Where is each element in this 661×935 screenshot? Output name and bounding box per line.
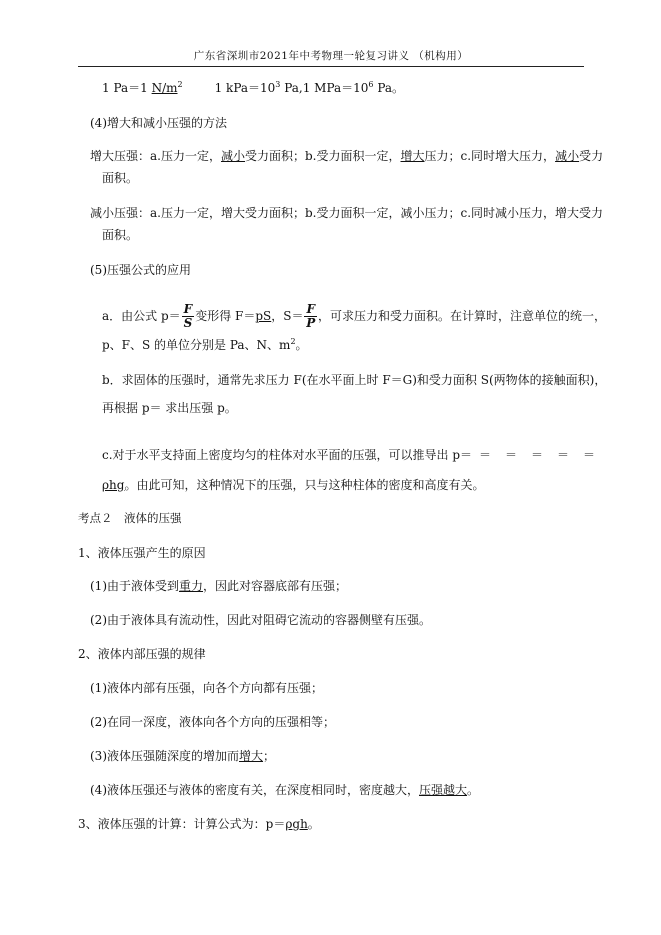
- decrease-pressure-line: 减小压强：a.压力一定，增大受力面积；b.受力面积一定，减小压力；c.同时减小压力，增大受力: [90, 206, 604, 220]
- text: 受力面积；b.受力面积一定，: [245, 149, 401, 163]
- fraction-numerator: F: [306, 302, 316, 316]
- equals-sign: ＝: [479, 448, 492, 462]
- liquid-rules-title: 2、液体内部压强的规律: [78, 647, 206, 661]
- equals-sign: ＝: [505, 448, 518, 462]
- text: 。由此可知，这种情况下的压强，只与这种柱体的密度和高度有关。: [124, 478, 485, 492]
- section-4-title: (4)增大和减小压强的方法: [90, 116, 227, 130]
- formula-b-line2: 再根据 p＝ 求出压强 p。: [102, 401, 237, 415]
- exponent: 2: [177, 80, 183, 89]
- text: ，S＝: [271, 309, 304, 323]
- text: 增大压强：a.压力一定，: [90, 149, 221, 163]
- text: 压力；c.同时增大压力，: [424, 149, 556, 163]
- liquid-rule-4: [90, 782, 479, 798]
- text: ，可求压力和受力面积。在计算时，注意单位的统一，: [318, 309, 607, 323]
- underlined-answer: ρgh: [285, 817, 308, 831]
- liquid-rule-1: (1)液体内部有压强，向各个方向都有压强；: [90, 681, 323, 695]
- underlined-answer: 增大: [239, 749, 264, 763]
- fraction-f-over-s: [182, 303, 195, 330]
- liquid-cause-item-2: (2)由于液体具有流动性，因此对阻碍它流动的容器侧壁有压强。: [90, 613, 432, 627]
- fraction-denominator: P: [306, 316, 316, 330]
- underlined-answer: 压强越大: [419, 783, 468, 797]
- equals-sign: ＝: [583, 448, 596, 462]
- fraction-numerator: F: [183, 302, 193, 316]
- text: p、F、S 的单位分别是 Pa、N、m: [102, 338, 291, 352]
- text: (3)液体压强随深度的增加而: [90, 749, 239, 763]
- liquid-rule-2: (2)在同一深度，液体向各个方向的压强相等；: [90, 715, 335, 729]
- underlined-answer: pS: [255, 309, 272, 323]
- formula-a-line: [102, 303, 606, 330]
- text: 变形得 F＝: [195, 309, 256, 323]
- text: (1)由于液体受到: [90, 579, 179, 593]
- text: 。: [467, 783, 480, 797]
- equals-sign: ＝: [531, 448, 544, 462]
- underlined-answer: 重力: [179, 579, 204, 593]
- formula-a-units: [102, 337, 308, 353]
- section-5-title: (5)压强公式的应用: [90, 263, 191, 277]
- key-point-2-title: 考点２ 液体的压强: [78, 511, 182, 525]
- exponent: 2: [290, 337, 296, 346]
- formula-c-line2: [102, 477, 484, 493]
- increase-pressure-line: [90, 148, 603, 164]
- text: (4)液体压强还与液体的密度有关，在深度相同时，密度越大，: [90, 783, 420, 797]
- units-line: [102, 80, 404, 96]
- text: ，因此对容器底部有压强；: [203, 579, 348, 593]
- formula-b-line1: b．求固体的压强时，通常先求压力 F(在水平面上时 F＝G)和受力面积 S(两物体的接触面积)，: [102, 373, 607, 387]
- text: c.对于水平支持面上密度均匀的柱体对水平面的压强，可以推导出 p＝: [102, 448, 473, 462]
- unit-underlined: N/m: [151, 81, 178, 95]
- page-header: 广东省深圳市2021年中考物理一轮复习讲义 （机构用）: [78, 48, 584, 67]
- unit-text: 1 Pa＝1: [102, 81, 152, 95]
- text: 。: [295, 338, 308, 352]
- exponent: 6: [368, 80, 374, 89]
- underlined-answer: 减小: [555, 149, 580, 163]
- liquid-cause-title: 1、液体压强产生的原因: [78, 546, 206, 560]
- increase-pressure-cont: 面积。: [102, 171, 139, 185]
- text: a．由公式 p＝: [102, 309, 181, 323]
- underlined-answer: 减小: [220, 149, 245, 163]
- exponent: 3: [275, 80, 281, 89]
- liquid-cause-item-1: [90, 578, 347, 594]
- text: ；: [263, 749, 276, 763]
- liquid-calc-line: [78, 816, 320, 832]
- fraction-f-over-p: [304, 303, 317, 330]
- fraction-denominator: S: [183, 316, 193, 330]
- text: 3、液体压强的计算：计算公式为：p＝: [78, 817, 286, 831]
- text: 。: [307, 817, 320, 831]
- equals-sign: ＝: [557, 448, 570, 462]
- underlined-answer: ρhg: [102, 478, 125, 492]
- decrease-pressure-cont: 面积。: [102, 228, 139, 242]
- liquid-rule-3: [90, 748, 275, 764]
- unit-text: Pa,1 MPa＝10: [280, 81, 369, 95]
- formula-c-line1: [102, 447, 602, 463]
- equals-chain: [472, 447, 602, 463]
- underlined-answer: 增大: [400, 149, 425, 163]
- text: 受力: [579, 149, 604, 163]
- unit-text: 1 kPa＝10: [214, 81, 276, 95]
- unit-text: Pa。: [373, 81, 405, 95]
